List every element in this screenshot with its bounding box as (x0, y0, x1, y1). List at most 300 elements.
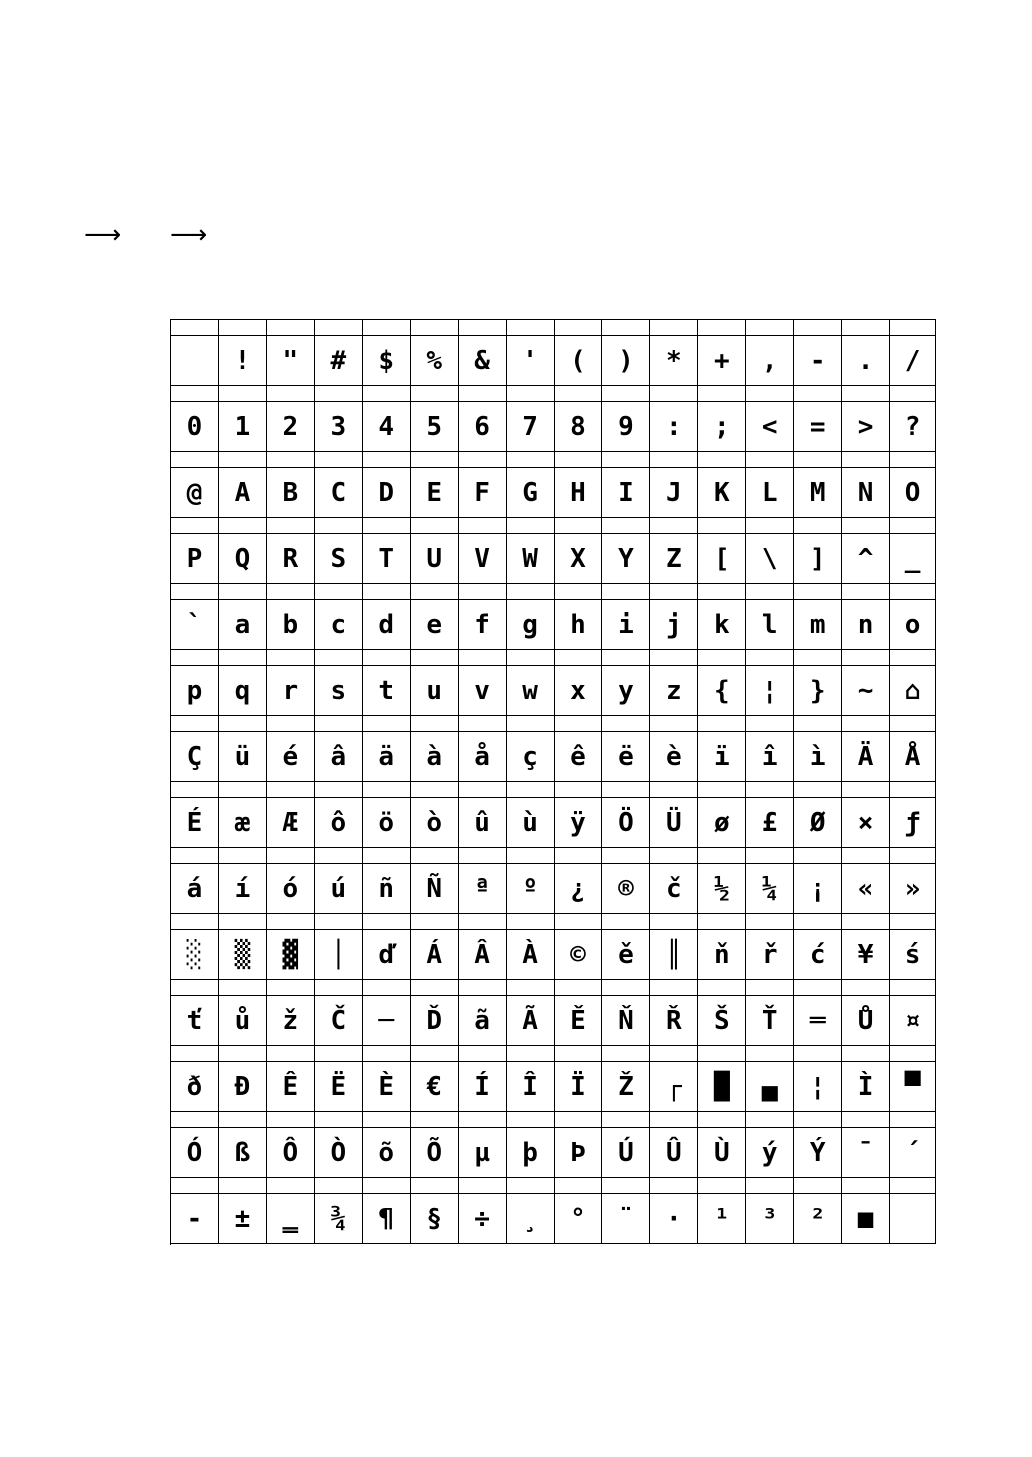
table-cell (602, 848, 650, 914)
cell-header (842, 518, 889, 534)
table-cell (794, 848, 842, 914)
table-cell (171, 320, 219, 386)
table-cell (602, 518, 650, 584)
character-glyph: æ (234, 807, 251, 838)
cell-header (746, 1178, 793, 1194)
character-glyph: ¡ (809, 873, 826, 904)
character-glyph: Û (666, 1137, 682, 1168)
character-glyph: ═ (809, 1005, 826, 1036)
table-cell (267, 584, 315, 650)
table-cell (746, 848, 794, 914)
table-cell (650, 914, 698, 980)
cell-header (315, 650, 362, 666)
cell-header (507, 914, 554, 930)
cell-header (267, 518, 314, 534)
table-cell (746, 980, 794, 1046)
cell-header (890, 452, 935, 468)
cell-header (794, 980, 841, 996)
character-glyph: P (186, 543, 203, 574)
character-glyph: 4 (378, 411, 395, 442)
cell-header (507, 650, 554, 666)
cell-header (650, 584, 697, 600)
cell-header (219, 1046, 266, 1062)
cell-header (746, 386, 793, 402)
character-glyph: Ã (522, 1005, 538, 1036)
cell-header (794, 848, 841, 864)
character-glyph: ä (378, 741, 395, 772)
table-cell (363, 1112, 411, 1178)
character-glyph: $ (378, 345, 395, 376)
table-cell (602, 452, 650, 518)
character-glyph: p (186, 675, 203, 706)
cell-header (219, 782, 266, 798)
cell-header (411, 716, 458, 732)
table-cell (507, 320, 555, 386)
table-row (171, 452, 936, 518)
table-cell (746, 1046, 794, 1112)
cell-header (363, 452, 410, 468)
cell-header (411, 1046, 458, 1062)
character-glyph: î (761, 741, 778, 772)
character-glyph: ě (618, 939, 634, 970)
cell-header (794, 1046, 841, 1062)
table-cell (171, 914, 219, 980)
table-cell (459, 782, 507, 848)
table-cell (363, 650, 411, 716)
character-glyph: Î (522, 1071, 538, 1102)
table-cell (267, 386, 315, 452)
table-cell (794, 320, 842, 386)
table-cell (555, 518, 603, 584)
character-glyph: < (761, 411, 778, 442)
character-glyph: V (474, 543, 490, 574)
table-cell (794, 1046, 842, 1112)
character-glyph: Ú (618, 1137, 634, 1168)
table-cell (842, 980, 890, 1046)
table-row (171, 584, 936, 650)
table-cell (794, 1112, 842, 1178)
character-glyph: à (426, 741, 442, 772)
cell-header (602, 1046, 649, 1062)
character-glyph: ▀ (904, 1071, 921, 1102)
character-glyph: ž (282, 1005, 299, 1036)
cell-header (171, 1178, 218, 1194)
table-row (171, 848, 936, 914)
table-cell (698, 518, 746, 584)
table-cell (746, 1112, 794, 1178)
table-cell (650, 650, 698, 716)
character-glyph: d (378, 609, 395, 640)
table-cell (315, 782, 363, 848)
character-glyph: « (857, 873, 874, 904)
character-glyph: é (282, 741, 299, 772)
table-cell (794, 1178, 842, 1244)
cell-header (746, 1112, 793, 1128)
cell-header (267, 980, 314, 996)
cell-header (507, 782, 554, 798)
table-cell (890, 1046, 936, 1112)
table-cell (459, 716, 507, 782)
table-cell (794, 386, 842, 452)
character-glyph: ³ (761, 1203, 778, 1234)
table-cell (746, 914, 794, 980)
character-glyph: ¿ (570, 873, 586, 904)
table-cell (411, 386, 459, 452)
table-cell (602, 716, 650, 782)
character-glyph: 6 (474, 411, 490, 442)
table-cell (315, 320, 363, 386)
table-cell (650, 518, 698, 584)
character-glyph: L (761, 477, 778, 508)
cell-header (698, 584, 745, 600)
cell-header (411, 386, 458, 402)
cell-header (602, 650, 649, 666)
cell-header (602, 980, 649, 996)
cell-header (698, 1046, 745, 1062)
cell-header (555, 320, 602, 336)
cell-header (602, 1112, 649, 1128)
character-glyph: ì (809, 741, 826, 772)
character-glyph: Ř (666, 1005, 682, 1036)
cell-header (555, 1178, 602, 1194)
cell-header (650, 1046, 697, 1062)
cell-header (219, 1178, 266, 1194)
table-cell (746, 518, 794, 584)
table-cell (411, 320, 459, 386)
table-cell (411, 716, 459, 782)
table-cell (315, 1046, 363, 1112)
cell-header (267, 914, 314, 930)
table-cell (650, 320, 698, 386)
cell-header (890, 518, 935, 534)
character-glyph: ` (186, 609, 203, 640)
cell-header (746, 320, 793, 336)
character-glyph: ║ (666, 939, 682, 970)
character-glyph: ê (570, 741, 586, 772)
cell-header (315, 848, 362, 864)
character-glyph: 8 (570, 411, 586, 442)
cell-header (507, 452, 554, 468)
table-cell (890, 848, 936, 914)
character-glyph: ? (904, 411, 921, 442)
character-glyph: F (474, 477, 490, 508)
character-glyph (171, 336, 218, 385)
character-glyph: _ (904, 543, 921, 574)
table-cell (555, 716, 603, 782)
character-glyph: Õ (426, 1137, 442, 1168)
character-glyph: Ê (282, 1071, 299, 1102)
table-cell (315, 848, 363, 914)
cell-header (698, 1112, 745, 1128)
character-glyph: í (234, 873, 251, 904)
table-cell (842, 716, 890, 782)
character-glyph: Z (666, 543, 682, 574)
table-cell (315, 518, 363, 584)
table-cell (219, 980, 267, 1046)
character-glyph: ø (713, 807, 730, 838)
table-cell (890, 386, 936, 452)
cell-header (602, 914, 649, 930)
table-cell (411, 650, 459, 716)
character-glyph: R (282, 543, 299, 574)
cell-header (411, 650, 458, 666)
cell-header (794, 782, 841, 798)
table-cell (411, 848, 459, 914)
table-cell (842, 1112, 890, 1178)
character-glyph: ¨ (618, 1203, 634, 1234)
table-cell (315, 584, 363, 650)
character-glyph: ´ (904, 1137, 921, 1168)
character-code-table (170, 319, 936, 1245)
table-cell (555, 848, 603, 914)
table-cell (459, 914, 507, 980)
table-cell (507, 650, 555, 716)
cell-header (171, 518, 218, 534)
table-cell (555, 584, 603, 650)
table-cell (698, 980, 746, 1046)
character-glyph: - (186, 1203, 203, 1234)
cell-header (411, 914, 458, 930)
table-cell (267, 782, 315, 848)
cell-header (698, 386, 745, 402)
table-row (171, 1046, 936, 1112)
table-cell (698, 386, 746, 452)
character-glyph: v (474, 675, 490, 706)
character-glyph: Ì (857, 1071, 874, 1102)
table-cell (171, 518, 219, 584)
table-cell (459, 452, 507, 518)
character-glyph: l (761, 609, 778, 640)
cell-header (507, 518, 554, 534)
table-cell (602, 320, 650, 386)
table-cell (411, 782, 459, 848)
cell-header (459, 1178, 506, 1194)
table-row (171, 782, 936, 848)
character-glyph: Ç (186, 741, 203, 772)
cell-header (890, 1046, 935, 1062)
table-cell (890, 584, 936, 650)
character-glyph: ç (522, 741, 538, 772)
cell-header (555, 782, 602, 798)
cell-header (698, 518, 745, 534)
table-row (171, 914, 936, 980)
table-cell (842, 650, 890, 716)
table-cell (890, 914, 936, 980)
table-cell (459, 584, 507, 650)
cell-header (842, 320, 889, 336)
character-glyph: § (426, 1203, 442, 1234)
table-cell (507, 716, 555, 782)
character-glyph: ░ (186, 939, 203, 970)
cell-header (459, 716, 506, 732)
character-glyph: ď (378, 939, 395, 970)
table-cell (459, 980, 507, 1046)
cell-header (746, 518, 793, 534)
cell-header (267, 584, 314, 600)
table-cell (698, 782, 746, 848)
table-cell (363, 584, 411, 650)
cell-header (602, 1178, 649, 1194)
character-glyph: n (857, 609, 874, 640)
cell-header (650, 716, 697, 732)
table-cell (650, 1178, 698, 1244)
cell-header (842, 782, 889, 798)
character-glyph: ) (618, 345, 634, 376)
cell-header (746, 980, 793, 996)
character-glyph: ¥ (857, 939, 874, 970)
table-cell (459, 518, 507, 584)
character-glyph: Ň (618, 1005, 634, 1036)
table-cell (698, 848, 746, 914)
table-cell (411, 1046, 459, 1112)
table-cell (698, 914, 746, 980)
character-glyph: ■ (857, 1203, 874, 1234)
cell-header (267, 650, 314, 666)
table-cell (842, 782, 890, 848)
table-cell (794, 650, 842, 716)
character-glyph: ] (809, 543, 826, 574)
table-cell (794, 914, 842, 980)
character-glyph: 0 (186, 411, 203, 442)
character-glyph: ï (713, 741, 730, 772)
arrow-icon: ⟶ (84, 220, 122, 250)
character-glyph: È (378, 1071, 395, 1102)
character-glyph: i (618, 609, 634, 640)
character-glyph: » (904, 873, 921, 904)
character-glyph: Ó (186, 1137, 203, 1168)
table-cell (842, 584, 890, 650)
arrow-icon: ⟶ (170, 220, 208, 250)
table-cell (267, 1112, 315, 1178)
table-cell (363, 782, 411, 848)
character-glyph: A (234, 477, 251, 508)
cell-header (507, 1112, 554, 1128)
table-cell (698, 584, 746, 650)
cell-header (794, 452, 841, 468)
table-cell (411, 452, 459, 518)
cell-header (650, 452, 697, 468)
character-glyph: Ï (570, 1071, 586, 1102)
character-glyph: ¦ (761, 675, 778, 706)
character-glyph: ƒ (904, 807, 921, 838)
table-cell (363, 980, 411, 1046)
cell-header (267, 1178, 314, 1194)
cell-header (698, 782, 745, 798)
table-cell (555, 1112, 603, 1178)
cell-header (794, 320, 841, 336)
cell-header (555, 1112, 602, 1128)
cell-header (459, 320, 506, 336)
table-cell (602, 1112, 650, 1178)
table-cell (459, 1178, 507, 1244)
cell-header (698, 980, 745, 996)
character-glyph: " (282, 345, 299, 376)
character-glyph: ( (570, 345, 586, 376)
cell-header (602, 782, 649, 798)
cell-header (171, 320, 218, 336)
table-cell (411, 980, 459, 1046)
table-cell (698, 1112, 746, 1178)
cell-header (890, 386, 935, 402)
cell-header (890, 980, 935, 996)
character-glyph: 2 (282, 411, 299, 442)
cell-header (363, 782, 410, 798)
character-glyph: ÿ (570, 807, 586, 838)
cell-header (698, 650, 745, 666)
table-cell (746, 386, 794, 452)
cell-header (363, 584, 410, 600)
character-glyph: ¤ (904, 1005, 921, 1036)
table-cell (315, 716, 363, 782)
character-glyph: è (666, 741, 682, 772)
cell-header (219, 320, 266, 336)
character-glyph: å (474, 741, 490, 772)
cell-header (507, 320, 554, 336)
table-cell (555, 386, 603, 452)
table-cell (171, 1112, 219, 1178)
table-cell (555, 452, 603, 518)
table-cell (219, 848, 267, 914)
cell-header (842, 650, 889, 666)
character-glyph: ^ (857, 543, 874, 574)
cell-header (315, 716, 362, 732)
cell-header (842, 584, 889, 600)
cell-header (459, 584, 506, 600)
character-glyph: ù (522, 807, 538, 838)
character-glyph: ¼ (761, 873, 778, 904)
character-glyph: J (666, 477, 682, 508)
cell-header (315, 914, 362, 930)
cell-header (459, 914, 506, 930)
table-cell (842, 320, 890, 386)
cell-header (890, 650, 935, 666)
cell-header (315, 782, 362, 798)
character-glyph: ▓ (282, 939, 299, 970)
cell-header (794, 716, 841, 732)
cell-header (411, 980, 458, 996)
table-cell (315, 980, 363, 1046)
table-cell (363, 1046, 411, 1112)
character-glyph: / (904, 345, 921, 376)
table-cell (650, 452, 698, 518)
table-cell (171, 980, 219, 1046)
cell-header (698, 1178, 745, 1194)
character-glyph: r (282, 675, 299, 706)
character-glyph: { (713, 675, 730, 706)
character-glyph: ã (474, 1005, 490, 1036)
table-cell (363, 848, 411, 914)
cell-header (267, 320, 314, 336)
character-glyph: H (570, 477, 586, 508)
cell-header (890, 584, 935, 600)
cell-header (507, 1178, 554, 1194)
character-glyph (890, 1194, 935, 1243)
cell-header (890, 1178, 935, 1194)
character-glyph: ▄ (761, 1071, 778, 1102)
table-cell (890, 518, 936, 584)
character-glyph: Ž (618, 1071, 634, 1102)
table-cell (267, 452, 315, 518)
table-cell (363, 1178, 411, 1244)
cell-header (698, 914, 745, 930)
table-cell (363, 518, 411, 584)
table-cell (363, 320, 411, 386)
character-glyph: a (234, 609, 251, 640)
cell-header (171, 584, 218, 600)
table-cell (411, 584, 459, 650)
character-glyph: ö (378, 807, 395, 838)
character-glyph: @ (186, 477, 203, 508)
